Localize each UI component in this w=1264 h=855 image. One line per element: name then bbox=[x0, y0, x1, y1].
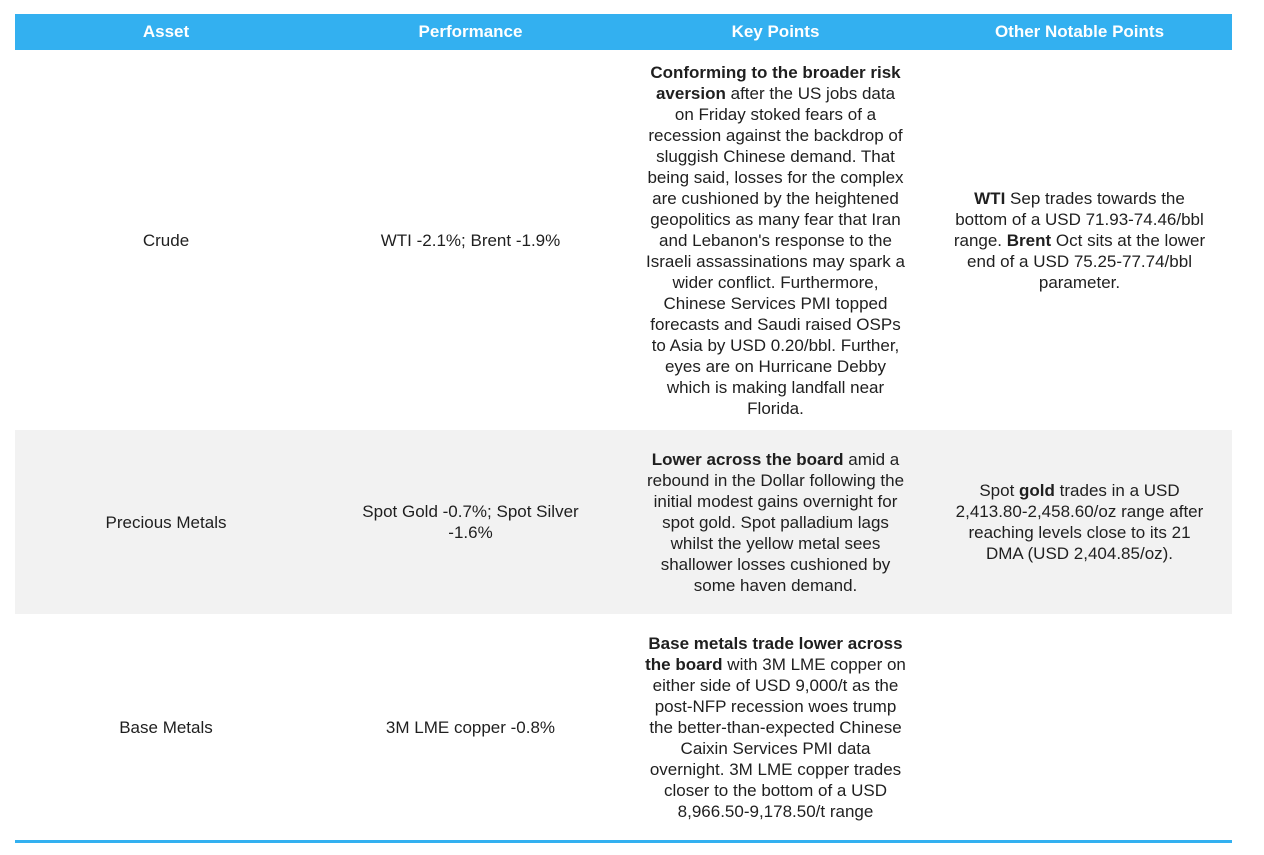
header-asset: Asset bbox=[15, 14, 317, 50]
key-points-rest: after the US jobs data on Friday stoked fears of a recession against the backdrop of sluggish Chinese demand. That being said, losses for the complex are cushioned by the heightened geopolitics as many fear that Iran and Lebanon's response to the Israeli assassinations may spark a wider conflict. Furthermore, Chinese Services PMI topped forecasts and Saudi raised OSPs to Asia by USD 0.20/bbl. Further, eyes are on Hurricane Debby which is making landfall near Florida. bbox=[646, 83, 905, 418]
asset-cell: Precious Metals bbox=[15, 430, 317, 614]
other-points-bold: gold bbox=[1019, 481, 1055, 500]
performance-text: 3M LME copper -0.8% bbox=[385, 717, 556, 737]
key-points-text bbox=[645, 449, 907, 596]
performance-cell bbox=[317, 614, 624, 840]
performance-cell bbox=[317, 430, 624, 614]
other-points-text bbox=[949, 188, 1211, 293]
other-points-rest: Oct sits at the lower end of a USD 75.25-77.74/bbl parameter. bbox=[967, 230, 1206, 292]
key-points-cell bbox=[624, 430, 927, 614]
key-points-bold: Conforming to the broader risk aversion bbox=[650, 62, 901, 103]
key-points-rest: amid a rebound in the Dollar following the initial modest gains overnight for spot gold. Spot palladium lags whilst the yellow metal sees shallower losses cushioned by some haven demand. bbox=[646, 449, 905, 595]
key-points-bold: Base metals trade lower across the board bbox=[645, 633, 903, 674]
other-points-rest: trades in a USD 2,413.80-2,458.60/oz range after reaching levels close to its 21 DMA (USD 2,404.85/oz). bbox=[955, 481, 1204, 563]
performance-text: Spot Gold -0.7%; Spot Silver -1.6% bbox=[362, 502, 579, 542]
performance-text: WTI -2.1%; Brent -1.9% bbox=[380, 230, 561, 250]
key-points-text bbox=[645, 633, 907, 822]
header-key-points: Key Points bbox=[624, 14, 927, 50]
key-points-bold: Lower across the board bbox=[651, 449, 844, 469]
table-row bbox=[15, 430, 1232, 614]
other-points-bold: WTI bbox=[974, 188, 1006, 208]
header-other-notable-points: Other Notable Points bbox=[927, 14, 1232, 50]
key-points-cell bbox=[624, 50, 927, 430]
performance-cell bbox=[317, 50, 624, 430]
commodities-table bbox=[15, 14, 1232, 840]
other-points-bold: Brent bbox=[1006, 230, 1052, 250]
other-points-cell bbox=[927, 614, 1232, 840]
asset-cell: Base Metals bbox=[15, 614, 317, 840]
other-points-rest: Sep trades towards the bottom of a USD 71.93-74.46/bbl range. bbox=[953, 188, 1204, 250]
header-performance: Performance bbox=[317, 14, 624, 50]
other-points-cell bbox=[927, 50, 1232, 430]
commodities-table-container bbox=[15, 14, 1232, 843]
table-row bbox=[15, 50, 1232, 430]
asset-cell: Crude bbox=[15, 50, 317, 430]
other-points-prefix: Spot bbox=[979, 481, 1020, 500]
table-row bbox=[15, 614, 1232, 840]
key-points-cell bbox=[624, 614, 927, 840]
table-header-row bbox=[15, 14, 1232, 50]
table-bottom-rule bbox=[15, 840, 1232, 843]
key-points-text bbox=[645, 62, 907, 419]
other-points-cell bbox=[927, 430, 1232, 614]
other-points-text bbox=[949, 480, 1211, 564]
key-points-rest: with 3M LME copper on either side of USD 9,000/t as the post-NFP recession woes trump the better-than-expected Chinese Caixin Services PMI data overnight. 3M LME copper trades closer to the bottom of a USD 8,966.50-9,178.50/t range bbox=[649, 654, 906, 821]
